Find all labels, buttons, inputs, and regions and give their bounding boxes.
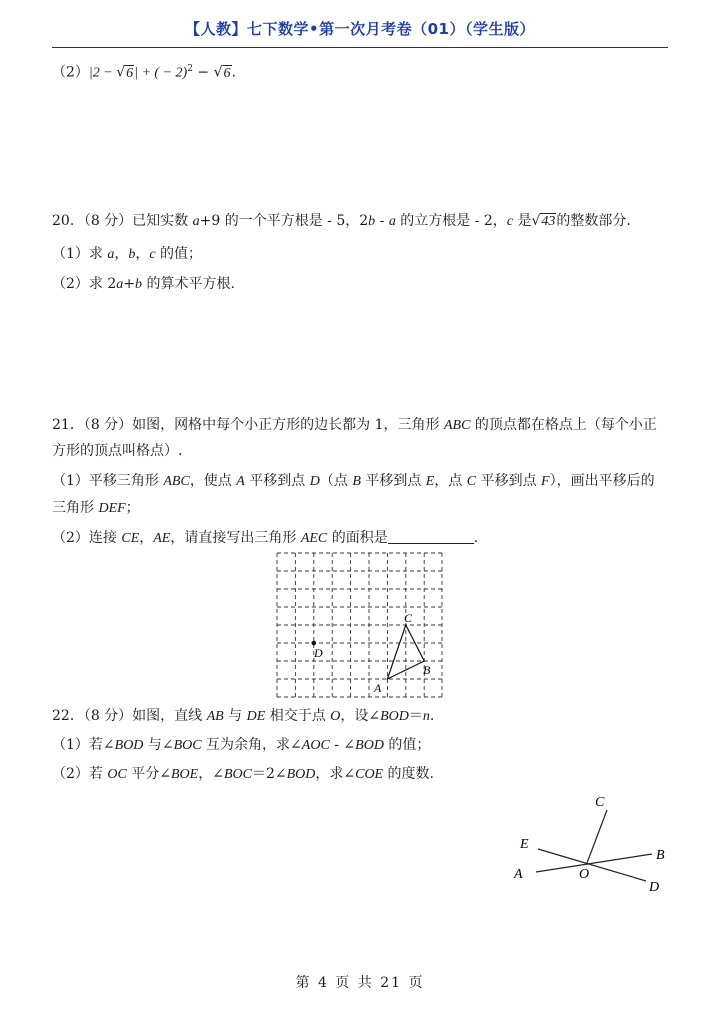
q21-part2 bbox=[52, 528, 478, 549]
q22-var: OC bbox=[107, 767, 127, 782]
q21-text: ），画出平移后的 bbox=[549, 473, 655, 489]
q22-var: AB bbox=[206, 709, 224, 724]
line-ab bbox=[536, 854, 652, 872]
q21-text: . bbox=[473, 530, 479, 546]
q19-expr-abs-open: |2 − bbox=[88, 65, 117, 81]
q21-text: ，点 bbox=[434, 473, 467, 489]
q21-var: CE bbox=[121, 531, 140, 546]
q22-var: BOD bbox=[380, 709, 409, 724]
q21-var: A bbox=[236, 474, 245, 489]
q22-text: 互为余角，求∠ bbox=[201, 737, 302, 753]
q21-var: D bbox=[309, 474, 320, 489]
label-a: A bbox=[374, 681, 382, 695]
q22-var: BOC bbox=[223, 767, 252, 782]
q22-text: 平分∠ bbox=[126, 766, 171, 782]
q22-text: 与 bbox=[223, 708, 247, 724]
q22-text: ，∠ bbox=[198, 766, 224, 782]
q20-var-a: a bbox=[116, 277, 124, 292]
page-footer: 第 4 页 共 21 页 bbox=[295, 975, 425, 991]
q22-text: ＝2∠ bbox=[251, 766, 287, 782]
q21-text: （1）平移三角形 bbox=[52, 473, 164, 489]
q20-var-a: a bbox=[192, 214, 200, 229]
q20-var-b: b bbox=[135, 277, 142, 292]
q21-text: 平移到点 bbox=[476, 473, 542, 489]
q19-part2: （2）|2 − √6| + ( − 2)$^2$ − √6. bbox=[52, 64, 236, 81]
q22-text: - ∠ bbox=[329, 737, 356, 753]
q20-radicand: 43 bbox=[541, 214, 556, 229]
q22-angle-figure bbox=[510, 790, 680, 900]
q22-var: DE bbox=[246, 709, 266, 724]
q19-expr-abs-close: | + ( − 2) bbox=[134, 65, 188, 81]
dashed-grid bbox=[277, 553, 442, 697]
q20-text: 的整数部分. bbox=[556, 213, 631, 229]
line-de bbox=[538, 849, 646, 881]
q22-var: BOD bbox=[114, 738, 144, 753]
q19-minus: − bbox=[192, 64, 214, 81]
q22-text: （2）若 bbox=[52, 766, 108, 782]
q20-text: （2）求 2 bbox=[52, 276, 117, 292]
q21-text: （点 bbox=[319, 473, 353, 489]
q22-stem bbox=[52, 706, 434, 727]
q22-text: . bbox=[429, 708, 435, 724]
page-header-title: 【人教】七下数学•第一次月考卷（01）（学生版） bbox=[185, 20, 535, 38]
q22-text: ＝ bbox=[408, 708, 423, 724]
q21-text: ，请直接写出三角形 bbox=[170, 530, 301, 546]
q22-text: 22．（8 分）如图，直线 bbox=[52, 708, 207, 724]
ray-oc bbox=[587, 810, 607, 863]
label-o: O bbox=[579, 867, 590, 882]
q22-text: 与∠ bbox=[143, 737, 174, 753]
q20-var-c: c bbox=[506, 214, 514, 229]
q21-text: 三角形 bbox=[52, 500, 99, 516]
q19-part2-label: （2） bbox=[52, 64, 89, 81]
q20-text: ， bbox=[135, 246, 150, 262]
q20-var-a: a bbox=[388, 214, 396, 229]
q19-radicand-1: 6 bbox=[126, 65, 134, 81]
q21-text: （2）连接 bbox=[52, 530, 122, 546]
q20-var-b: b bbox=[368, 214, 376, 229]
q22-var: BOD bbox=[286, 767, 316, 782]
q21-stem-line1 bbox=[52, 415, 657, 436]
q21-var: F bbox=[541, 474, 550, 489]
q21-var: ABC bbox=[163, 474, 190, 489]
q22-var: O bbox=[330, 709, 341, 724]
q21-text: ，使点 bbox=[189, 473, 237, 489]
answer-blank[interactable] bbox=[388, 529, 474, 544]
q20-text: （1）求 bbox=[52, 246, 108, 262]
label-b: B bbox=[423, 663, 431, 677]
q19-end: . bbox=[231, 64, 236, 81]
q20-stem: 20．（8 分）已知实数 a+9 的一个平方根是 - 5，2b - a 的立方根是 - 2，c 是√43的整数部分. bbox=[52, 213, 631, 229]
q20-var-c: c bbox=[149, 247, 156, 262]
q22-text: 相交于点 bbox=[265, 708, 331, 724]
q21-text: 21．（8 分）如图，网格中每个小正方形的边长都为 1，三角形 bbox=[52, 417, 444, 433]
label-a: A bbox=[514, 867, 523, 882]
label-d: D bbox=[314, 646, 323, 660]
q22-part1 bbox=[52, 735, 430, 756]
q21-text: 平移到点 bbox=[244, 473, 310, 489]
q20-text: + bbox=[123, 276, 135, 292]
q20-part2 bbox=[52, 274, 235, 295]
q21-var: C bbox=[466, 474, 477, 489]
q22-text: （1）若∠ bbox=[52, 737, 115, 753]
q20-text: 的值； bbox=[155, 246, 203, 262]
q22-text: 的度数. bbox=[383, 766, 435, 782]
q22-text: 的值； bbox=[383, 737, 431, 753]
q22-part2 bbox=[52, 764, 434, 785]
q21-text: 的面积是 bbox=[327, 530, 388, 546]
q21-stem-line2: 方形的顶点叫格点）. bbox=[52, 443, 183, 459]
q20-text: 20．（8 分）已知实数 bbox=[52, 213, 193, 229]
q21-text: 平移到点 bbox=[360, 473, 426, 489]
q22-var: BOC bbox=[173, 738, 202, 753]
q20-text: ， bbox=[114, 246, 129, 262]
q19-exponent: 2 bbox=[187, 64, 193, 74]
q20-text: 是 bbox=[513, 213, 532, 229]
q21-part1-line2 bbox=[52, 498, 140, 519]
q21-var: AE bbox=[153, 531, 171, 546]
q20-text: - bbox=[375, 213, 389, 229]
q21-text: ； bbox=[125, 500, 140, 516]
point-d bbox=[312, 641, 317, 646]
q20-text: +9 的一个平方根是 - 5，2 bbox=[199, 213, 369, 229]
header-divider bbox=[52, 47, 668, 48]
label-e: E bbox=[520, 837, 529, 852]
label-c: C bbox=[595, 795, 605, 810]
q21-text: ， bbox=[139, 530, 154, 546]
q22-text: ，设∠ bbox=[340, 708, 381, 724]
q21-grid-figure bbox=[276, 552, 444, 698]
q22-var: BOE bbox=[171, 767, 199, 782]
q21-var: AEC bbox=[300, 531, 328, 546]
q22-var: COE bbox=[355, 767, 384, 782]
label-d: D bbox=[649, 880, 660, 895]
q22-var: n bbox=[422, 709, 430, 724]
q20-text: 的立方根是 - 2， bbox=[395, 213, 507, 229]
q20-text: 的算术平方根. bbox=[142, 276, 235, 292]
q21-part1-line1 bbox=[52, 471, 655, 492]
q22-var: AOC bbox=[301, 738, 330, 753]
q21-var: E bbox=[425, 474, 435, 489]
q20-var-b: b bbox=[128, 247, 136, 262]
q19-radicand-2: 6 bbox=[223, 65, 231, 81]
label-c: C bbox=[404, 611, 413, 625]
q21-text: 的顶点都在格点上（每个小正 bbox=[470, 417, 657, 433]
q22-text: ，求∠ bbox=[315, 766, 356, 782]
q21-var: B bbox=[352, 474, 361, 489]
q22-var: BOD bbox=[355, 738, 384, 753]
q21-var: ABC bbox=[443, 418, 471, 433]
q20-var-a: a bbox=[107, 247, 115, 262]
q21-var: DEF bbox=[98, 501, 126, 516]
q20-part1 bbox=[52, 244, 202, 265]
label-b: B bbox=[656, 848, 665, 863]
